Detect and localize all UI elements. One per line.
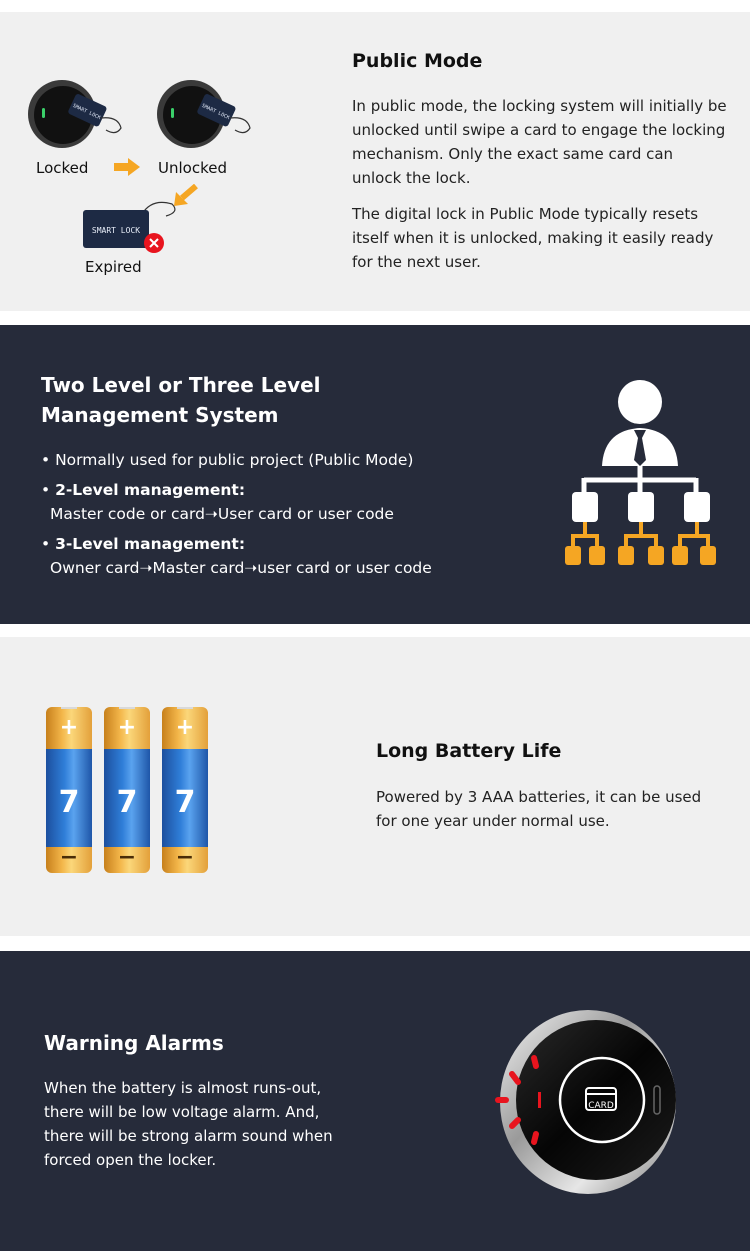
alarm-section: [0, 951, 750, 1251]
list-item: • 2-Level management: Master code or card➝User card or user code: [41, 478, 501, 526]
org-chart-icon: [562, 380, 720, 576]
management-section: [0, 325, 750, 624]
battery-section: [0, 637, 750, 936]
management-title-line-1: Two Level or Three Level: [41, 373, 321, 397]
list-item-2-heading: 2-Level management:: [55, 481, 246, 499]
locked-lock-illustration: [26, 78, 128, 158]
list-item: • 3-Level management: Owner card➝Master card➝user card or user code: [41, 532, 501, 580]
unlocked-lock-illustration: [155, 78, 257, 158]
battery-icon: + 7 −: [104, 707, 150, 873]
card-text-locked: SMART LOCK: [71, 102, 102, 122]
public-mode-paragraph-1: In public mode, the locking system will initially be unlocked until swipe a card to engage the locking mechanism. Only the exact same card can unlock the lock.: [352, 97, 727, 187]
list-item-3-body: Owner card➝Master card➝user card or user code: [50, 559, 432, 577]
list-item: • Normally used for public project (Public Mode): [41, 451, 414, 469]
label-expired: Expired: [85, 258, 142, 276]
label-locked: Locked: [36, 159, 89, 177]
public-mode-paragraph-2: The digital lock in Public Mode typically resets itself when it is unlocked, making it easily ready for the next user.: [352, 205, 714, 271]
public-mode-title: Public Mode: [352, 50, 483, 72]
label-unlocked: Unlocked: [158, 159, 227, 177]
public-mode-section: [0, 12, 750, 311]
management-list: [41, 448, 501, 586]
list-item-3-heading: 3-Level management:: [55, 535, 246, 553]
card-text-unlocked: SMART LOCK: [200, 102, 231, 122]
battery-title: Long Battery Life: [376, 740, 562, 762]
card-text-expired: SMART LOCK: [91, 226, 141, 235]
battery-icon: + 7 −: [46, 707, 92, 873]
list-item-2-body: Master code or card➝User card or user code: [50, 505, 394, 523]
list-item-1-text: Normally used for public project (Public Mode): [55, 451, 414, 469]
alarm-paragraph: When the battery is almost runs-out, there will be low voltage alarm. And, there will be strong alarm sound when forced open the locker.: [44, 1079, 333, 1169]
management-title: [41, 370, 321, 430]
arrow-right-icon: [114, 158, 140, 180]
management-title-line-2: Management System: [41, 403, 279, 427]
card-label: CARD: [588, 1101, 614, 1111]
battery-icon: + 7 −: [162, 707, 208, 873]
expired-card-illustration: [80, 198, 186, 262]
lock-device-illustration: [490, 1006, 686, 1202]
battery-paragraph: Powered by 3 AAA batteries, it can be used for one year under normal use.: [376, 788, 702, 830]
alarm-title: Warning Alarms: [44, 1031, 224, 1055]
